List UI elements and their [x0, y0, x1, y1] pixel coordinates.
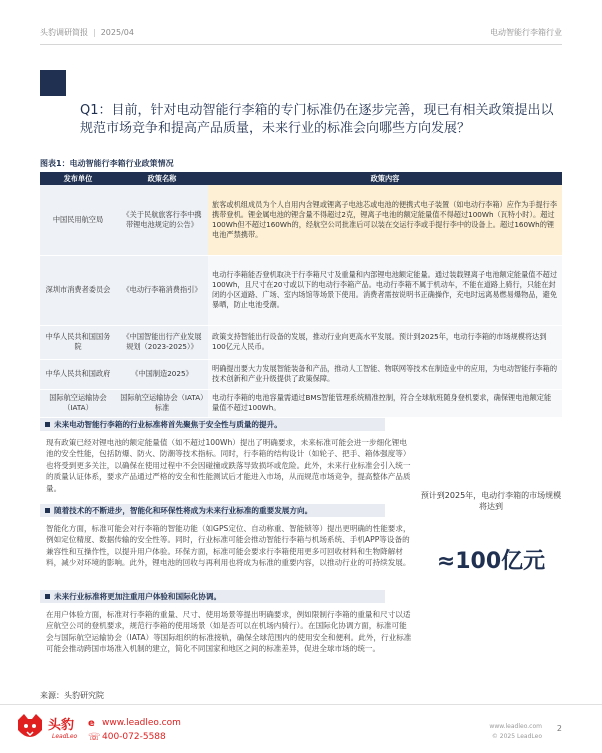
footer-contact	[88, 716, 181, 744]
question-text: Q1：目前，针对电动智能行李箱的专门标准仍在逐步完善，现已有相关政策提出以规范市场竞争和提高产品质量，未来行业的标准会向哪些方向发展？	[80, 103, 554, 136]
leadleo-logo	[14, 712, 82, 746]
section-body-user-intl: 在用户体验方面，标准对行李箱的重量、尺寸、使用场景等提出明确要求，例如限制行李箱的重量和尺寸以适应航空公司的登机要求，规范行李箱的使用场景（如是否可以在机场内骑行）。在国际化协调方面，标准可能会与国际航空运输协会（IATA）等国际组织的标准接轨，确保全球范围内的使用安全和便利。此外，行业标准可能会推动跨国市场准入机制的建立，简化不同国家和地区之间的标准差异，促进全球市场的统一。	[46, 610, 412, 654]
policy-table	[40, 172, 562, 418]
table-row	[40, 185, 562, 255]
table-cell-content: 旅客或机组成员为个人自用内含锂或锂离子电池芯或电池的便携式电子装置（如电动行李箱）应作为手提行李携带登机。锂金属电池的锂含量不得超过2克，锂离子电池的额定能量值不得超过100Wh（瓦特小时）。超过100Wh但不超过160Wh的，经航空公司批准后可以装在交运行李或手提行李中的设备上。超过160Wh的锂电池严禁携带。	[208, 185, 562, 255]
header-divider	[40, 44, 562, 45]
header-brand	[40, 27, 134, 38]
page-header	[0, 0, 602, 46]
table-cell-unit: 中国民用航空局	[40, 185, 116, 255]
table-header-unit: 发布单位	[40, 172, 116, 185]
footer-divider	[0, 704, 602, 705]
footer-phone-row	[88, 730, 181, 744]
table-cell-policy: 《中国智能出行产业发展规划（2023-2025）》	[116, 325, 208, 359]
table-header-content: 政策内容	[208, 172, 562, 185]
footer-copyright: © 2025 LeadLeo	[491, 733, 542, 740]
web-icon: e	[88, 718, 95, 729]
logo-wordmark: 头豹	[48, 718, 75, 733]
table-cell-unit: 国际航空运输协会（IATA）	[40, 389, 116, 417]
section-heading-smart-eco: 随着技术的不断进步，智能化和环保性将成为未来行业标准的重要发展方向。	[40, 504, 385, 517]
table-header-policy: 政策名称	[116, 172, 208, 185]
footer-right-info	[489, 722, 542, 742]
table-cell-policy: 国际航空运输协会（IATA）标准	[116, 389, 208, 417]
market-size-callout	[420, 490, 562, 576]
footer-website-row[interactable]	[88, 716, 181, 730]
callout-value: ≈100亿元	[436, 549, 546, 574]
source-note: 来源：头豹研究院	[40, 691, 104, 700]
section-body-smart-eco: 智能化方面，标准可能会对行李箱的智能功能（如GPS定位、自动称重、智能锁等）提出更明确的性能要求，例如定位精度、数据传输的安全性等。同时，行业标准可能会推动智能行李箱与机场系统、手机APP等设备的兼容性和互操作性，以提升用户体验。环保方面，标准可能会要求行李箱使用更多可回收材料和生物降解材料，减少对环境的影响。此外，锂电池的回收与再利用也将成为标准的重要内容，以推动行业的可持续发展。	[46, 524, 411, 568]
table-cell-unit: 深圳市消费者委员会	[40, 255, 116, 325]
phone-icon: ☏	[88, 732, 101, 743]
table-cell-unit: 中华人民共和国国务院	[40, 325, 116, 359]
footer-phone: 400-072-5588	[102, 732, 166, 742]
table-cell-content: 明确提出要大力发展智能装备和产品，推动人工智能、物联网等技术在制造业中的应用，为电动智能行李箱的技术创新和产业升级提供了政策保障。	[208, 359, 562, 389]
footer-right-site[interactable]: www.leadleo.com	[489, 723, 542, 730]
callout-label: 预计到2025年，电动行李箱的市场规模将达到	[420, 491, 562, 511]
table-header-row	[40, 172, 562, 185]
leopard-head-icon	[14, 712, 46, 742]
table-row	[40, 255, 562, 325]
header-date: 2025/04	[100, 28, 134, 37]
logo-subtext: LeadLeo	[52, 733, 78, 740]
table-cell-content: 电动行李箱的电池容量需通过BMS智能管理系统精准控制，符合全球航班随身登机要求，确保锂电池额定能量值不超过100Wh。	[208, 389, 562, 417]
table-row	[40, 325, 562, 359]
header-separator: |	[93, 28, 96, 37]
table-cell-content: 政策支持智能出行设备的发展，推动行业向更高水平发展。预计到2025年，电动行李箱的市场规模将达到100亿元人民币。	[208, 325, 562, 359]
table-cell-policy: 《中国制造2025》	[116, 359, 208, 389]
table-row	[40, 389, 562, 417]
section-heading-safety: 未来电动智能行李箱的行业标准将首先聚焦于安全性与质量的提升。	[40, 418, 385, 431]
page-number: 2	[556, 724, 562, 733]
section-heading-user-intl: 未来行业标准将更加注重用户体验和国际化协调。	[40, 590, 385, 603]
figure-title: 图表1：电动智能行李箱行业政策情况	[40, 159, 174, 168]
footer-website[interactable]: www.leadleo.com	[102, 718, 181, 728]
header-industry-title: 电动智能行李箱行业	[490, 28, 562, 37]
question-block	[40, 70, 562, 150]
section-body-safety: 现有政策已经对锂电池的额定能量值（如不超过100Wh）提出了明确要求，未来标准可能会进一步细化锂电池的安全性能，包括防爆、防火、防潮等技术指标。同时，行李箱的结构设计（如轮子、把手、箱体强度等）也将受到更多关注，以确保在使用过程中不会因碰撞或跌落导致损坏或危险。此外，未来行业标准会引入统一的质量认证体系，要求产品通过严格的安全和性能测试后才能进入市场，从而规范市场竞争，提高整体产品质量。	[46, 438, 411, 493]
table-cell-policy: 《关于民航旅客行李中携带锂电池规定的公告》	[116, 185, 208, 255]
table-cell-content: 电动行李箱能否登机取决于行李箱尺寸及重量和内部锂电池额定能量。通过装载锂离子电池额定能量值不超过100Wh，且尺寸在20寸或以下的电动行李箱产品。电动行李箱不属于机动车，不能在道路上骑行，只能在封闭的小区道路、广场、室内场馆等场景下使用。消费者需按说明书正确操作，充电时远离易燃易爆物品，避免暴晒，防止电池受潮。	[208, 255, 562, 325]
table-row	[40, 359, 562, 389]
header-brand-name: 头豹调研简报	[40, 28, 88, 37]
table-cell-unit: 中华人民共和国政府	[40, 359, 116, 389]
table-cell-policy: 《电动行李箱消费指引》	[116, 255, 208, 325]
question-accent-square	[40, 70, 66, 96]
